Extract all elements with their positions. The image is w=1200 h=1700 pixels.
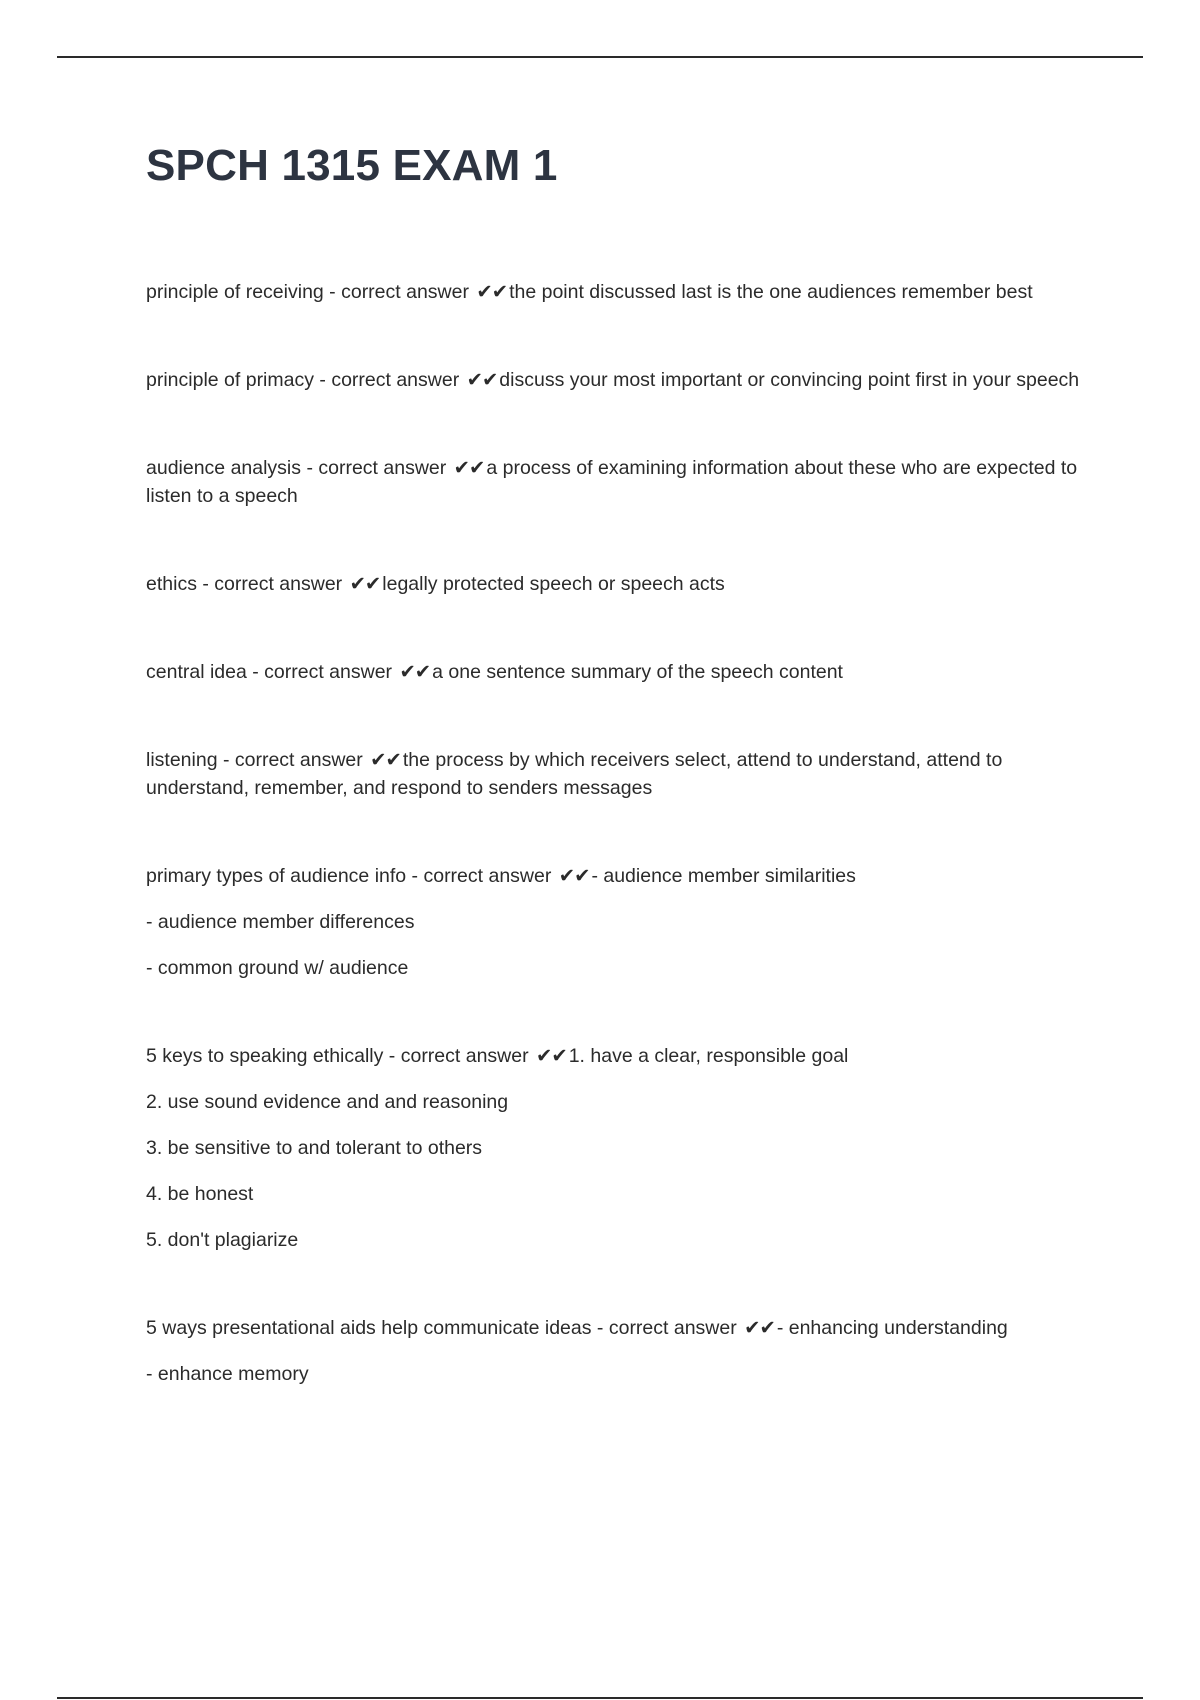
flashcard-term: principle of primacy — [146, 368, 314, 391]
separator-text: - correct answer — [313, 368, 465, 391]
double-check-icon: ✔✔ — [558, 864, 590, 887]
flashcard-term: central idea — [146, 660, 247, 683]
double-check-icon: ✔✔ — [370, 748, 401, 771]
double-check-icon: ✔✔ — [349, 572, 381, 595]
separator-text: - correct answer — [323, 280, 475, 303]
flashcard-answer: discuss your most important or convincing point first in your speech — [499, 368, 1080, 391]
flashcard-line — [146, 278, 1086, 306]
double-check-icon: ✔✔ — [453, 456, 485, 479]
separator-text: - correct answer — [246, 660, 398, 683]
double-check-icon: ✔✔ — [399, 660, 431, 683]
flashcard-line — [146, 454, 1086, 510]
flashcard — [146, 278, 1086, 306]
separator-text: - correct answer — [301, 456, 452, 479]
double-check-icon: ✔✔ — [476, 280, 508, 303]
flashcard-answer-line: 5. don't plagiarize — [146, 1228, 299, 1251]
double-check-icon: ✔✔ — [466, 368, 498, 391]
flashcard-term: primary types of audience info — [146, 864, 407, 887]
flashcard-answer: a process of examining information about these who are expected to listen to a speech — [146, 456, 1078, 507]
flashcard-answer-line: 2. use sound evidence and and reasoning — [146, 1090, 509, 1113]
flashcard-answer: legally protected speech or speech acts — [382, 572, 725, 595]
flashcard-answer: - enhancing understanding — [776, 1316, 1008, 1339]
flashcard-term: audience analysis — [146, 456, 302, 479]
flashcard-line — [146, 366, 1086, 394]
flashcard-term: ethics — [146, 572, 197, 595]
flashcard — [146, 746, 1086, 802]
flashcard — [146, 570, 1086, 598]
flashcard-answer: - audience member similarities — [591, 864, 856, 887]
flashcard — [146, 862, 1086, 982]
separator-text: - correct answer — [217, 748, 369, 771]
flashcard-line — [146, 658, 1086, 686]
flashcard-term: 5 keys to speaking ethically — [146, 1044, 384, 1067]
flashcard-line — [146, 570, 1086, 598]
flashcard-answer-line: 3. be sensitive to and tolerant to others — [146, 1136, 483, 1159]
flashcard — [146, 1314, 1086, 1388]
double-check-icon: ✔✔ — [536, 1044, 567, 1067]
flashcard-answer: the process by which receivers select, attend to understand, attend to understand, remember, and respond to senders messages — [146, 748, 1003, 799]
separator-text: - correct answer — [591, 1316, 743, 1339]
separator-text: - correct answer — [383, 1044, 535, 1067]
flashcard-line — [146, 1314, 1086, 1342]
flashcard — [146, 658, 1086, 686]
flashcard-answer-line: - enhance memory — [146, 1362, 309, 1385]
flashcard-answer-line: - common ground w/ audience — [146, 956, 409, 979]
flashcard-line — [146, 746, 1086, 802]
flashcard-term: principle of receiving — [146, 280, 324, 303]
flashcard-answer: the point discussed last is the one audiences remember best — [509, 280, 1033, 303]
flashcard-line — [146, 862, 1086, 890]
flashcard — [146, 1042, 1086, 1254]
flashcard-list — [146, 278, 1086, 1388]
document-title: SPCH 1315 EXAM 1 — [146, 141, 558, 190]
bottom-rule — [57, 1697, 1143, 1699]
flashcard-line — [146, 1042, 1086, 1070]
double-check-icon: ✔✔ — [744, 1316, 775, 1339]
flashcard-term: listening — [146, 748, 218, 771]
flashcard-term: 5 ways presentational aids help communicate ideas — [146, 1316, 592, 1339]
flashcard — [146, 454, 1086, 510]
flashcard-answer: 1. have a clear, responsible goal — [568, 1044, 849, 1067]
flashcard-answer: a one sentence summary of the speech content — [432, 660, 843, 683]
flashcard-answer-line: 4. be honest — [146, 1182, 254, 1205]
top-rule — [57, 56, 1143, 58]
separator-text: - correct answer — [406, 864, 557, 887]
document-body — [146, 140, 1086, 1448]
separator-text: - correct answer — [196, 572, 348, 595]
flashcard-answer-line: - audience member differences — [146, 910, 415, 933]
flashcard — [146, 366, 1086, 394]
